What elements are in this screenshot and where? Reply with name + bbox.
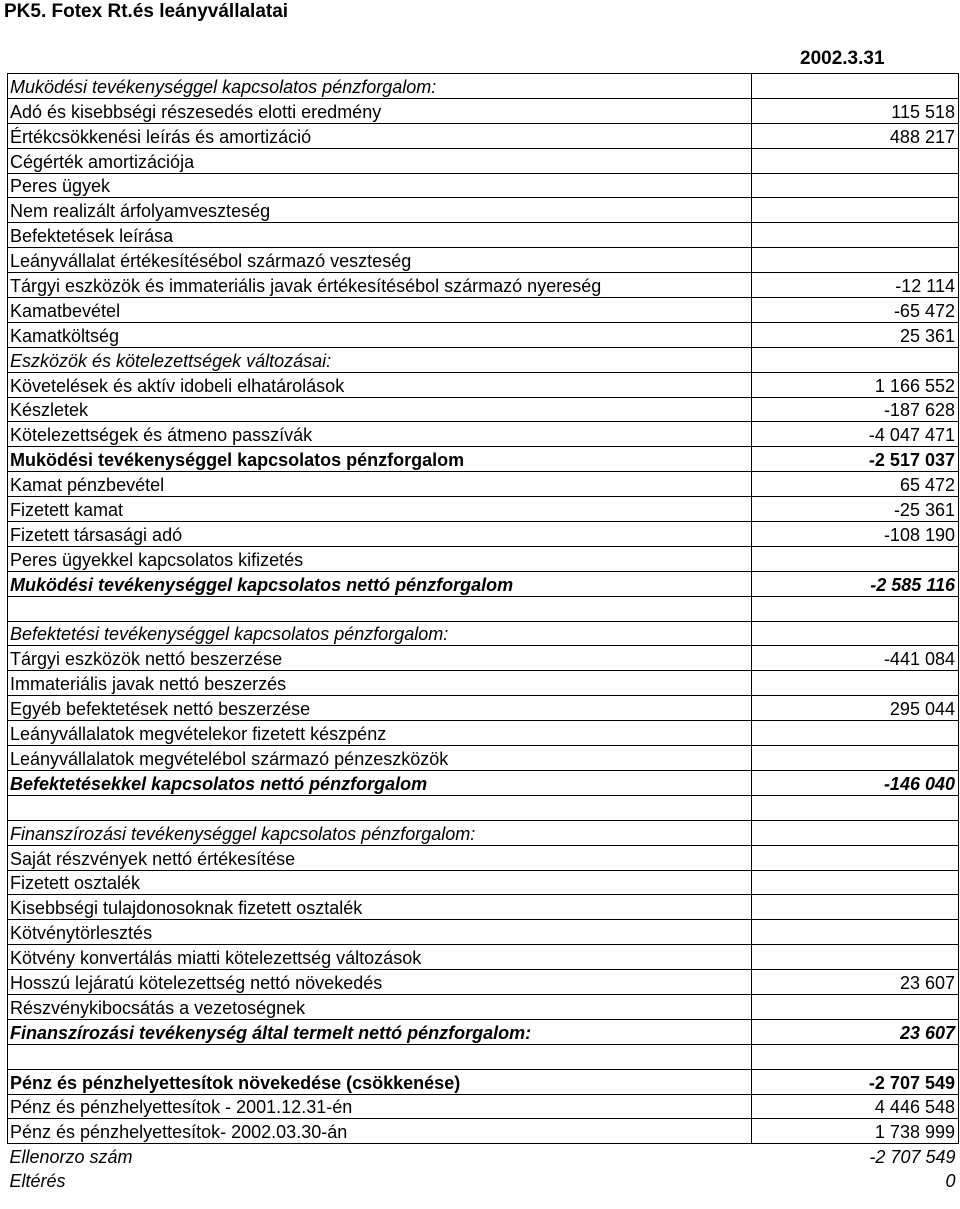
table-row	[8, 123, 959, 148]
row-value	[752, 746, 959, 771]
row-value	[752, 870, 959, 895]
row-value	[752, 795, 959, 820]
row-label: Követelések és aktív idobeli elhatárolások	[8, 372, 752, 397]
row-label: Saját részvények nettó értékesítése	[8, 845, 752, 870]
row-label: Hosszú lejáratú kötelezettség nettó növekedés	[8, 970, 752, 995]
row-label: Készletek	[8, 397, 752, 422]
row-label: Leányvállalat értékesítésébol származó veszteség	[8, 248, 752, 273]
row-label: Kamatbevétel	[8, 298, 752, 323]
table-row	[8, 795, 959, 820]
table-row	[8, 571, 959, 596]
table-row	[8, 546, 959, 571]
row-label: Befektetési tevékenységgel kapcsolatos pénzforgalom:	[8, 621, 752, 646]
table-row	[8, 646, 959, 671]
table-row	[8, 1094, 959, 1119]
row-label: Cégérték amortizációja	[8, 148, 752, 173]
row-value: -4 047 471	[752, 422, 959, 447]
cash-flow-table-body	[8, 74, 959, 1193]
table-row	[8, 422, 959, 447]
table-row	[8, 98, 959, 123]
row-label: Befektetésekkel kapcsolatos nettó pénzforgalom	[8, 770, 752, 795]
row-label: Befektetések leírása	[8, 223, 752, 248]
table-row	[8, 497, 959, 522]
table-row	[8, 74, 959, 99]
row-label: Leányvállalatok megvételébol származó pénzeszközök	[8, 746, 752, 771]
row-value: -441 084	[752, 646, 959, 671]
row-label: Leányvállalatok megvételekor fizetett készpénz	[8, 721, 752, 746]
row-value: -2 707 549	[869, 1147, 956, 1168]
table-row	[8, 621, 959, 646]
row-label: Pénz és pénzhelyettesítok- 2002.03.30-án	[8, 1119, 752, 1144]
row-label: Peres ügyekkel kapcsolatos kifizetés	[8, 546, 752, 571]
row-value: 295 044	[752, 696, 959, 721]
table-row	[8, 820, 959, 845]
table-row	[8, 770, 959, 795]
row-value: -25 361	[752, 497, 959, 522]
row-value: 25 361	[752, 322, 959, 347]
row-value: 23 607	[752, 970, 959, 995]
table-row	[8, 596, 959, 621]
table-row	[8, 721, 959, 746]
row-value: -2 707 549	[752, 1069, 959, 1094]
row-label: Eltérés	[9, 1171, 66, 1192]
row-value	[752, 820, 959, 845]
table-row	[8, 945, 959, 970]
row-value	[752, 895, 959, 920]
table-row	[8, 746, 959, 771]
table-row	[8, 397, 959, 422]
row-label: Kötelezettségek és átmeno passzívák	[8, 422, 752, 447]
row-label: Fizetett kamat	[8, 497, 752, 522]
row-value: 23 607	[752, 1019, 959, 1044]
row-label: Nem realizált árfolyamveszteség	[8, 198, 752, 223]
row-value	[752, 596, 959, 621]
table-row	[8, 148, 959, 173]
row-label: Muködési tevékenységgel kapcsolatos nettó pénzforgalom	[8, 571, 752, 596]
row-value: 0	[945, 1171, 956, 1192]
row-value	[752, 721, 959, 746]
table-row	[8, 472, 959, 497]
row-label: Fizetett osztalék	[8, 870, 752, 895]
row-value: -2 517 037	[752, 447, 959, 472]
row-label: Eszközök és kötelezettségek változásai:	[8, 347, 752, 372]
table-row	[8, 1044, 959, 1069]
row-value: 488 217	[752, 123, 959, 148]
table-row	[8, 522, 959, 547]
row-label: Pénz és pénzhelyettesítok - 2001.12.31-én	[8, 1094, 752, 1119]
table-row	[8, 198, 959, 223]
row-label: Peres ügyek	[8, 173, 752, 198]
table-row	[8, 298, 959, 323]
row-value	[752, 223, 959, 248]
row-label: Ellenorzo szám	[9, 1147, 133, 1168]
row-value	[752, 248, 959, 273]
row-value: 1 738 999	[752, 1119, 959, 1144]
period-date: 2002.3.31	[800, 48, 885, 69]
row-label: Tárgyi eszközök nettó beszerzése	[8, 646, 752, 671]
table-row	[8, 372, 959, 397]
row-value	[752, 621, 959, 646]
row-value: 1 166 552	[752, 372, 959, 397]
row-value	[752, 920, 959, 945]
row-value: 4 446 548	[752, 1094, 959, 1119]
table-row	[8, 322, 959, 347]
table-row	[8, 273, 959, 298]
row-value	[752, 74, 959, 99]
table-row	[8, 895, 959, 920]
table-row	[8, 870, 959, 895]
row-value	[752, 546, 959, 571]
row-label: Kamat pénzbevétel	[8, 472, 752, 497]
table-row	[8, 347, 959, 372]
table-row	[8, 1119, 959, 1144]
row-label: Adó és kisebbségi részesedés elotti eredmény	[8, 98, 752, 123]
table-row	[8, 994, 959, 1019]
row-value	[752, 173, 959, 198]
row-value	[752, 198, 959, 223]
row-value	[752, 347, 959, 372]
table-row	[8, 1019, 959, 1044]
row-label: Fizetett társasági adó	[8, 522, 752, 547]
row-label: Egyéb befektetések nettó beszerzése	[8, 696, 752, 721]
row-value	[752, 994, 959, 1019]
table-row	[8, 1168, 959, 1192]
row-value	[752, 671, 959, 696]
row-value: 115 518	[752, 98, 959, 123]
table-row	[8, 223, 959, 248]
table-row	[8, 696, 959, 721]
row-value	[752, 1044, 959, 1069]
row-value: -2 585 116	[752, 571, 959, 596]
row-label: Pénz és pénzhelyettesítok növekedése (csökkenése)	[8, 1069, 752, 1094]
row-label: Értékcsökkenési leírás és amortizáció	[8, 123, 752, 148]
row-value: 65 472	[752, 472, 959, 497]
row-value: -65 472	[752, 298, 959, 323]
row-label: Immateriális javak nettó beszerzés	[8, 671, 752, 696]
table-row	[8, 1144, 959, 1168]
row-label	[8, 1044, 752, 1069]
row-value	[752, 945, 959, 970]
row-label: Kötvénytörlesztés	[8, 920, 752, 945]
table-row	[8, 248, 959, 273]
table-row	[8, 920, 959, 945]
cash-flow-table	[7, 73, 959, 1192]
row-label: Finanszírozási tevékenységgel kapcsolatos pénzforgalom:	[8, 820, 752, 845]
row-label: Kamatköltség	[8, 322, 752, 347]
table-row	[8, 1069, 959, 1094]
row-label	[8, 795, 752, 820]
row-label: Tárgyi eszközök és immateriális javak értékesítésébol származó nyereség	[8, 273, 752, 298]
row-value	[752, 845, 959, 870]
document-title: PK5. Fotex Rt.és leányvállalatai	[4, 1, 289, 22]
row-value: -12 114	[752, 273, 959, 298]
table-row	[8, 447, 959, 472]
row-label: Muködési tevékenységgel kapcsolatos pénzforgalom:	[8, 74, 752, 99]
table-row	[8, 671, 959, 696]
row-label: Részvénykibocsátás a vezetoségnek	[8, 994, 752, 1019]
row-label: Kötvény konvertálás miatti kötelezettség változások	[8, 945, 752, 970]
row-label	[8, 596, 752, 621]
row-value: -146 040	[752, 770, 959, 795]
row-label: Muködési tevékenységgel kapcsolatos pénzforgalom	[8, 447, 752, 472]
row-value	[752, 148, 959, 173]
row-label: Kisebbségi tulajdonosoknak fizetett osztalék	[8, 895, 752, 920]
table-row	[8, 173, 959, 198]
row-value: -187 628	[752, 397, 959, 422]
row-label: Finanszírozási tevékenység által termelt nettó pénzforgalom:	[8, 1019, 752, 1044]
table-row	[8, 845, 959, 870]
table-row	[8, 970, 959, 995]
row-value: -108 190	[752, 522, 959, 547]
